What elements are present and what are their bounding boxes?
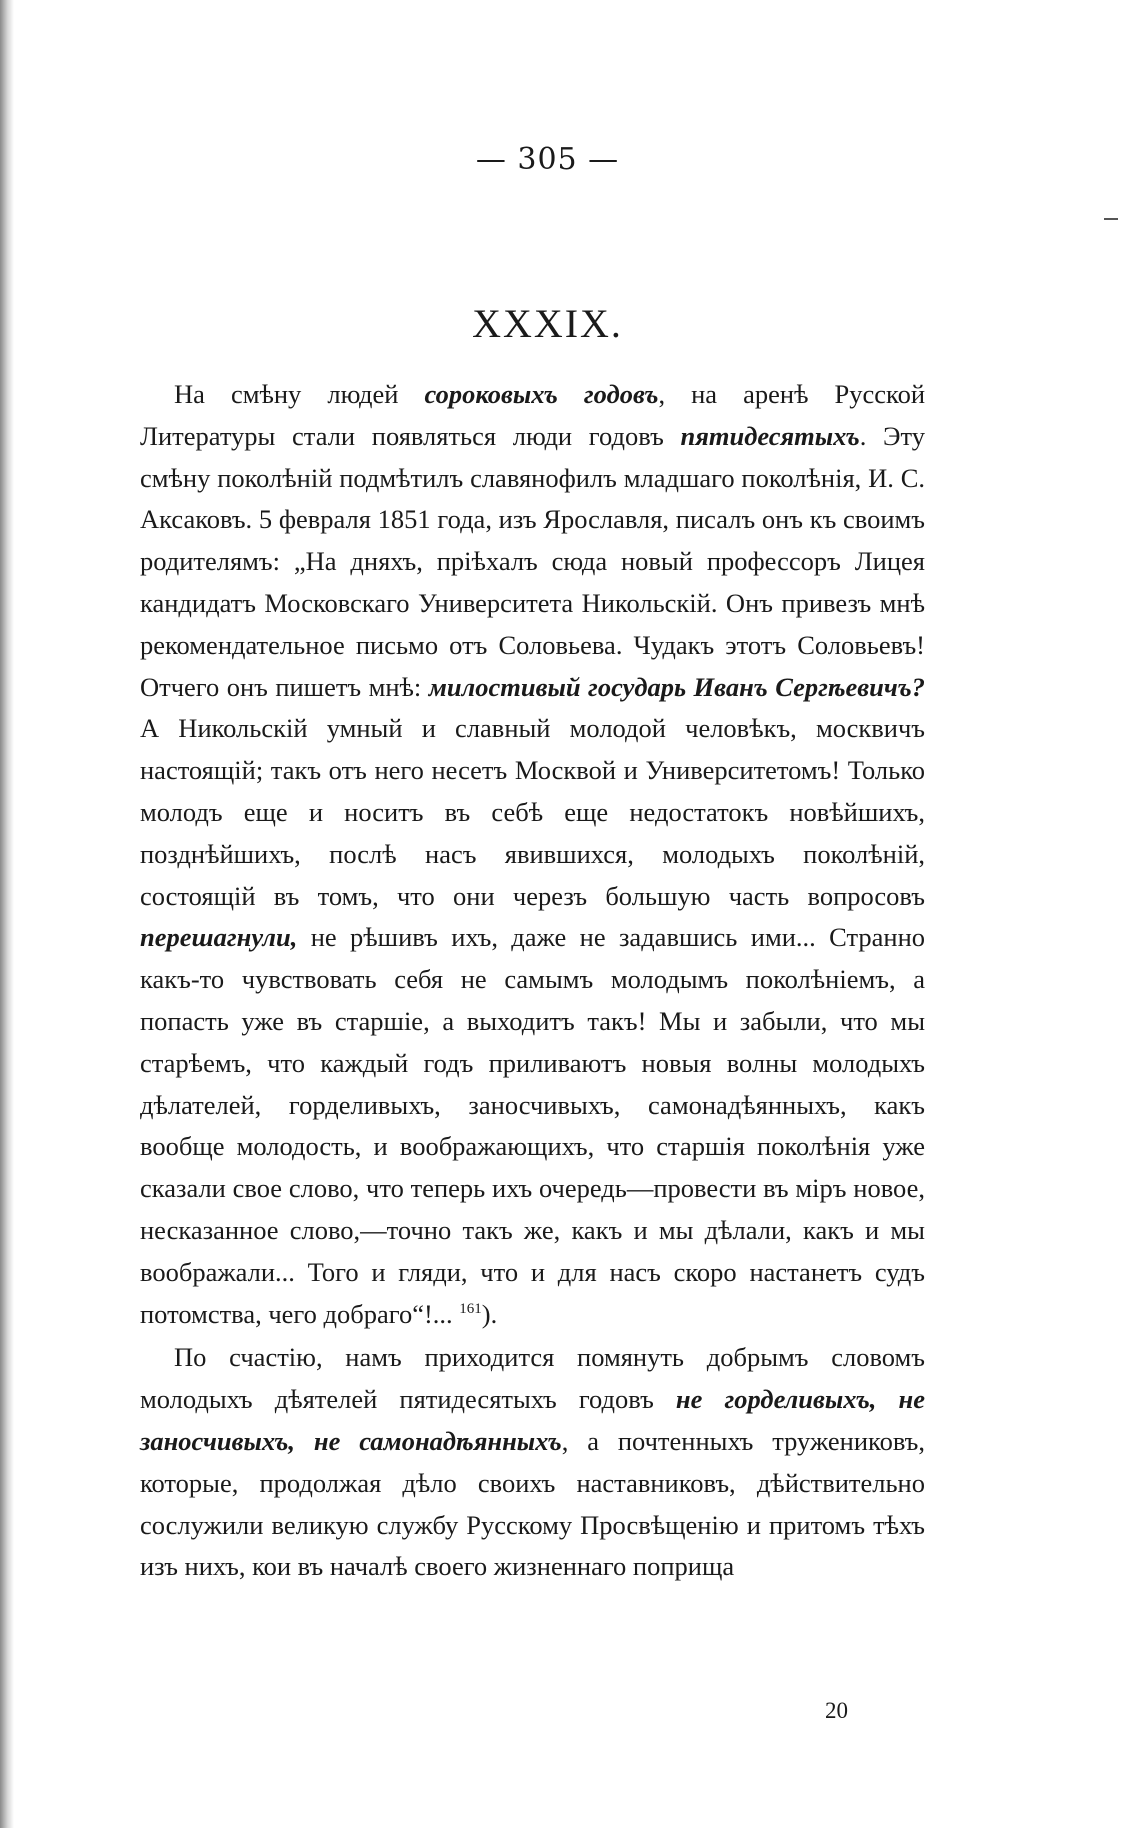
- p1-text-1: На смѣну людей: [174, 379, 425, 409]
- margin-mark: [1104, 218, 1118, 220]
- chapter-title: XXXIX.: [472, 301, 623, 346]
- p1-text-3: . Эту смѣну поколѣній подмѣтилъ славянофилъ младшаго поколѣнія, И. С. Аксаковъ. 5 февраля 1851 года, изъ Ярославля, писалъ онъ къ своимъ родителямъ: „На дняхъ, пріѣхалъ сюда новый профессоръ Лицея кандидатъ Московскаго Университета Никольскій. Онъ привезъ мнѣ рекомендательное письмо отъ Соловьева. Чудакъ этотъ Соловьевъ! Отчего онъ пишетъ мнѣ:: [140, 420, 925, 702]
- p1-emphasis-3: милостивый государь Иванъ Сергѣевичъ?: [428, 671, 926, 702]
- p1-text-4: А Никольскій умный и славный молодой человѣкъ, москвичъ настоящій; такъ отъ него несетъ Москвой и Университетомъ! Только молодъ еще и носитъ въ себѣ еще недостатокъ новѣйшихъ, позднѣйшихъ, послѣ насъ явившихся, молодыхъ поколѣній, состоящій въ томъ, что они черезъ большую часть вопросовъ: [140, 713, 925, 911]
- paragraph-1: [140, 374, 925, 1335]
- p2-text-2: , а почтенныхъ тружениковъ, которые, продолжая дѣло своихъ наставниковъ, дѣйствительно сослужили великую службу Русскому Просвѣщенію и притомъ тѣхъ изъ нихъ, кои въ началѣ своего жизненнаго поприща: [140, 1425, 925, 1582]
- signature-mark: 20: [825, 1698, 848, 1723]
- paragraph-2: [140, 1337, 925, 1588]
- body-text: [140, 374, 925, 1588]
- p2-emphasis-1: не горделивыхъ, не заносчивыхъ, не самонадѣянныхъ: [140, 1384, 925, 1456]
- page-number: — 305 —: [475, 142, 620, 177]
- p1-text-2: , на аренѣ Русской Литературы стали появляться люди годовъ: [140, 379, 925, 451]
- p1-emphasis-2: пятидесятыхъ: [680, 420, 860, 451]
- footnote-reference: 161: [459, 1300, 482, 1317]
- p1-text-5: не рѣшивъ ихъ, даже не задавшись ими... Странно какъ-то чувствовать себя не самымъ молодымъ поколѣніемъ, а попасть уже въ старшіе, а выходитъ такъ! Мы и забыли, что мы старѣемъ, что каждый годъ приливаютъ новыя волны молодыхъ дѣлателей, горделивыхъ, заносчивыхъ, самонадѣянныхъ, какъ вообще молодость, и воображающихъ, что старшія поколѣнія уже сказали свое слово, что теперь ихъ очередь—провести въ міръ новое, несказанное слово,—точно такъ же, какъ и мы дѣлали, какъ и мы воображали... Того и гляди, что и для насъ скоро настанетъ судъ потомства, чего добраго“!...: [140, 922, 925, 1329]
- p1-emphasis-1: сороковыхъ годовъ: [424, 379, 659, 409]
- p1-text-6: ).: [481, 1298, 498, 1329]
- page-edge-shadow: [0, 0, 14, 1828]
- p2-text-1: По счастію, намъ приходится помянуть добрымъ словомъ молодыхъ дѣятелей пятидесятыхъ годовъ: [140, 1342, 925, 1415]
- p1-emphasis-4: перешагнули,: [140, 922, 298, 953]
